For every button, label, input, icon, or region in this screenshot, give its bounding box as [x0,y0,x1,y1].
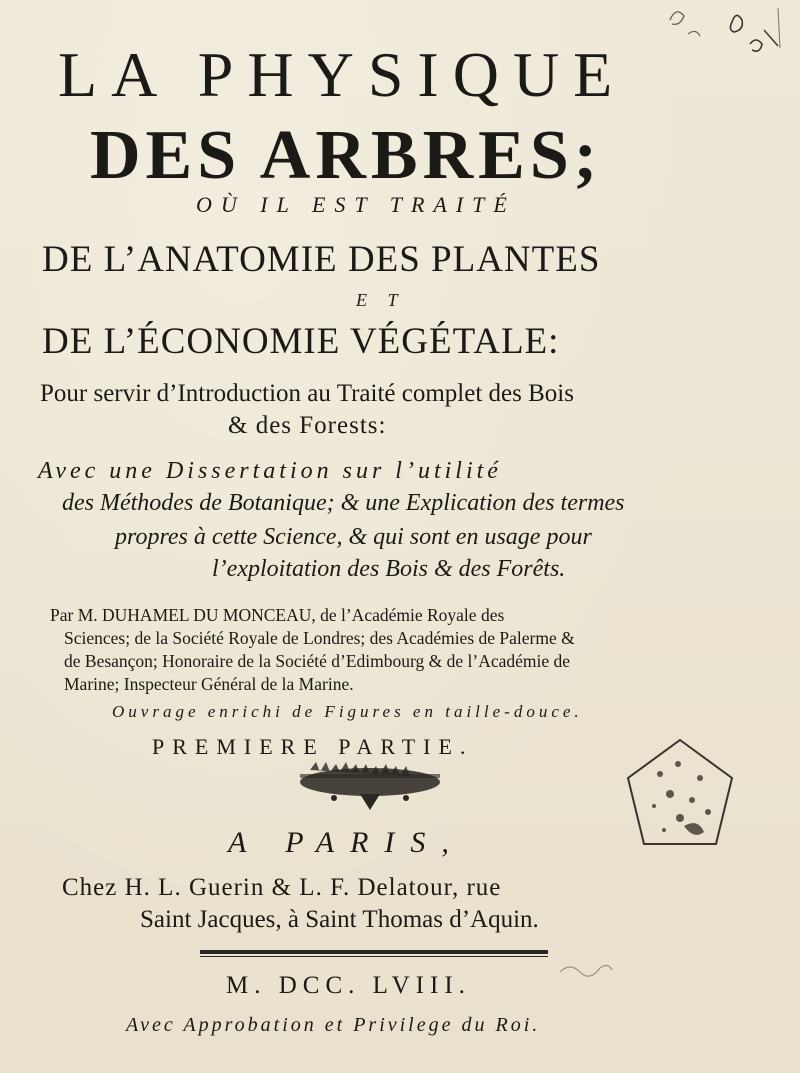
title-line-1: LA PHYSIQUE [58,39,627,110]
double-rule-top [200,950,548,954]
illustrations-note: Ouvrage enrichi de Figures en taille-douce. [112,702,583,721]
author-line-3: de Besançon; Honoraire de la Société d’Edimbourg & de l’Académie de [64,651,571,671]
subject-economy: DE L’ÉCONOMIE VÉGÉTALE: [42,321,560,362]
subtitle-intro: OÙ IL EST TRAITÉ [196,192,516,217]
city: A PARIS, [228,826,465,859]
conjunction: E T [356,290,406,310]
author-line-1: Par M. DUHAMEL DU MONCEAU, de l’Académie Royale des [50,605,505,625]
publisher-line-2: Saint Jacques, à Saint Thomas d’Aquin. [140,906,539,933]
dissertation-line-1: Avec une Dissertation sur l’utilité [38,458,502,484]
privilege-line: Avec Approbation et Privilege du Roi. [126,1014,541,1036]
author-paragraph [50,604,770,696]
publication-year: M. DCC. LVIII. [226,972,471,999]
purpose-line-1: Pour servir d’Introduction au Traité complet des Bois [40,380,574,407]
author-line-4: Marine; Inspecteur Général de la Marine. [64,674,354,694]
publisher-line-1: Chez H. L. Guerin & L. F. Delatour, rue [62,874,502,901]
dissertation-line-3: propres à cette Science, & qui sont en usage pour [115,524,592,550]
author-line-2: Sciences; de la Société Royale de Londres; des Académies de Palerme & [64,628,575,648]
printer-ornament-icon [290,760,450,812]
handwritten-marks-icon [660,0,800,90]
double-rule-bottom [200,956,548,957]
subject-anatomy: DE L’ANATOMIE DES PLANTES [42,239,601,280]
library-stamp-icon [620,734,740,854]
purpose-line-2: & des Forests: [228,412,387,439]
dissertation-line-2: des Méthodes de Botanique; & une Explication des termes [62,490,625,516]
ink-smudge-icon [556,960,616,980]
title-line-2: DES ARBRES; [90,117,603,194]
dissertation-line-4: l’exploitation des Bois & des Forêts. [212,556,566,582]
part-label: PREMIERE PARTIE. [152,734,474,759]
